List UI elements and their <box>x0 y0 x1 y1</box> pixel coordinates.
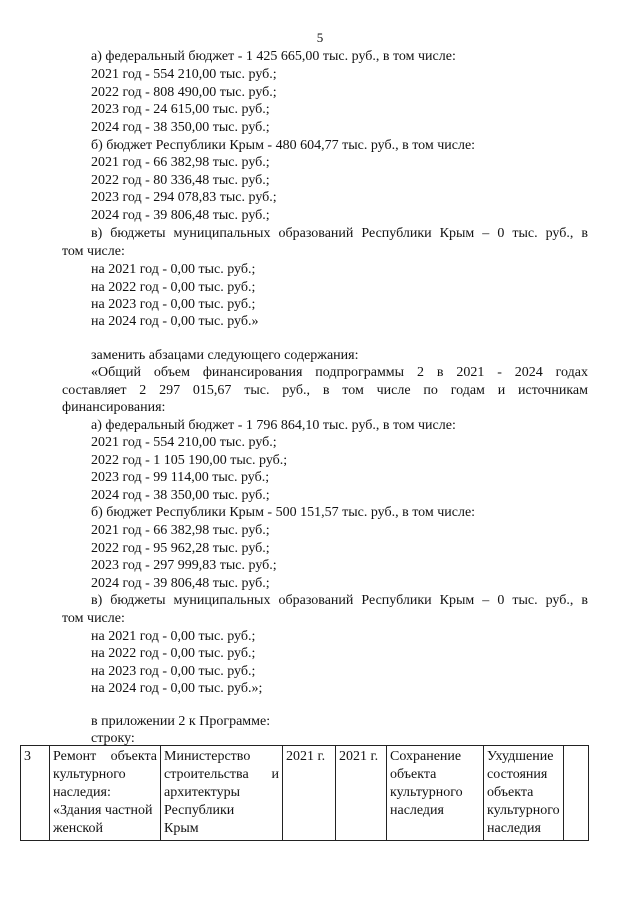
crimea-year-line: 2022 год - 80 336,48 тыс. руб.; <box>91 173 270 188</box>
municipal-year-line: на 2023 год - 0,00 тыс. руб.; <box>91 664 256 679</box>
municipal-year-line: на 2021 год - 0,00 тыс. руб.; <box>91 262 256 277</box>
federal-year-line: 2024 год - 38 350,00 тыс. руб.; <box>91 120 270 135</box>
cell-line: объекта <box>390 767 437 782</box>
cell-line: строительства и <box>164 767 279 782</box>
municipal-year-line: на 2024 год - 0,00 тыс. руб.» <box>91 314 259 329</box>
consequence-cell <box>484 746 564 841</box>
cell-line: архитектуры <box>164 785 240 800</box>
federal-year-line: 2023 год - 99 114,00 тыс. руб.; <box>91 470 270 485</box>
federal-year-line: 2022 год - 1 105 190,00 тыс. руб.; <box>91 453 288 468</box>
municipal-year-line: на 2022 год - 0,00 тыс. руб.; <box>91 646 256 661</box>
cell-line: культурного <box>53 767 126 782</box>
crimea-year-line: 2023 год - 297 999,83 тыс. руб.; <box>91 558 277 573</box>
replace-heading: заменить абзацами следующего содержания: <box>91 348 359 363</box>
end-year: 2021 г. <box>339 749 379 764</box>
federal-budget-header: а) федеральный бюджет - 1 796 864,10 тыс. руб., в том числе: <box>91 418 456 433</box>
start-year: 2021 г. <box>286 749 326 764</box>
cell-line: культурного <box>487 803 560 818</box>
page-number: 5 <box>316 30 324 45</box>
federal-year-line: 2021 год - 554 210,00 тыс. руб.; <box>91 67 277 82</box>
cell-line: наследия <box>390 803 444 818</box>
cell-line: состояния <box>487 767 548 782</box>
ministry-cell <box>161 746 283 841</box>
total-funding-intro-cont: составляет 2 297 015,67 тыс. руб., в том числе по годам и источникам <box>62 383 588 398</box>
municipal-budget-header: в) бюджеты муниципальных образований Республики Крым – 0 тыс. руб., в <box>91 593 588 608</box>
crimea-year-line: 2022 год - 95 962,28 тыс. руб.; <box>91 541 270 556</box>
total-funding-intro-end: финансирования: <box>62 400 166 415</box>
municipal-budget-header: в) бюджеты муниципальных образований Республики Крым – 0 тыс. руб., в <box>91 226 588 241</box>
municipal-year-line: на 2023 год - 0,00 тыс. руб.; <box>91 297 256 312</box>
total-funding-intro: «Общий объем финансирования подпрограммы 2 в 2021 - 2024 годах <box>91 365 588 380</box>
cell-line: наследия <box>487 821 541 836</box>
municipal-year-line: на 2021 год - 0,00 тыс. руб.; <box>91 629 256 644</box>
program-table <box>20 745 589 841</box>
federal-year-line: 2022 год - 808 490,00 тыс. руб.; <box>91 85 277 100</box>
crimea-year-line: 2021 год - 66 382,98 тыс. руб.; <box>91 523 270 538</box>
cell-line: культурного <box>390 785 463 800</box>
municipal-budget-header-cont: том числе: <box>62 244 125 259</box>
crimea-budget-header: б) бюджет Республики Крым - 500 151,57 тыс. руб., в том числе: <box>91 505 476 520</box>
object-name-cell <box>50 746 161 841</box>
cell-line: Крым <box>164 821 199 836</box>
cell-line: Министерство <box>164 749 251 764</box>
crimea-year-line: 2021 год - 66 382,98 тыс. руб.; <box>91 155 270 170</box>
end-year-cell <box>336 746 387 841</box>
appendix-line: в приложении 2 к Программе: <box>91 714 271 729</box>
start-year-cell <box>283 746 336 841</box>
crimea-year-line: 2024 год - 39 806,48 тыс. руб.; <box>91 576 270 591</box>
federal-budget-header: а) федеральный бюджет - 1 425 665,00 тыс. руб., в том числе: <box>91 49 456 64</box>
municipal-year-line: на 2024 год - 0,00 тыс. руб.»; <box>91 681 263 696</box>
cell-line: наследия: <box>53 785 111 800</box>
crimea-year-line: 2024 год - 39 806,48 тыс. руб.; <box>91 208 270 223</box>
crimea-year-line: 2023 год - 294 078,83 тыс. руб.; <box>91 190 277 205</box>
cell-line: «Здания частной <box>53 803 153 818</box>
row-heading: строку: <box>91 731 135 746</box>
crimea-budget-header: б) бюджет Республики Крым - 480 604,77 тыс. руб., в том числе: <box>91 138 476 153</box>
municipal-year-line: на 2022 год - 0,00 тыс. руб.; <box>91 280 256 295</box>
municipal-budget-header-cont: том числе: <box>62 611 125 626</box>
federal-year-line: 2024 год - 38 350,00 тыс. руб.; <box>91 488 270 503</box>
cell-line: Ремонт объекта <box>53 749 157 764</box>
federal-year-line: 2023 год - 24 615,00 тыс. руб.; <box>91 102 270 117</box>
cell-line: объекта <box>487 785 534 800</box>
row-number: 3 <box>24 749 31 764</box>
federal-year-line: 2021 год - 554 210,00 тыс. руб.; <box>91 435 277 450</box>
row-number-cell <box>21 746 50 841</box>
cell-line: женской <box>53 821 103 836</box>
cell-line: Сохранение <box>390 749 462 764</box>
cell-line: Республики <box>164 803 235 818</box>
cell-line: Ухудшение <box>487 749 554 764</box>
table-row <box>21 746 589 841</box>
last-cell <box>564 746 589 841</box>
result-cell <box>387 746 484 841</box>
